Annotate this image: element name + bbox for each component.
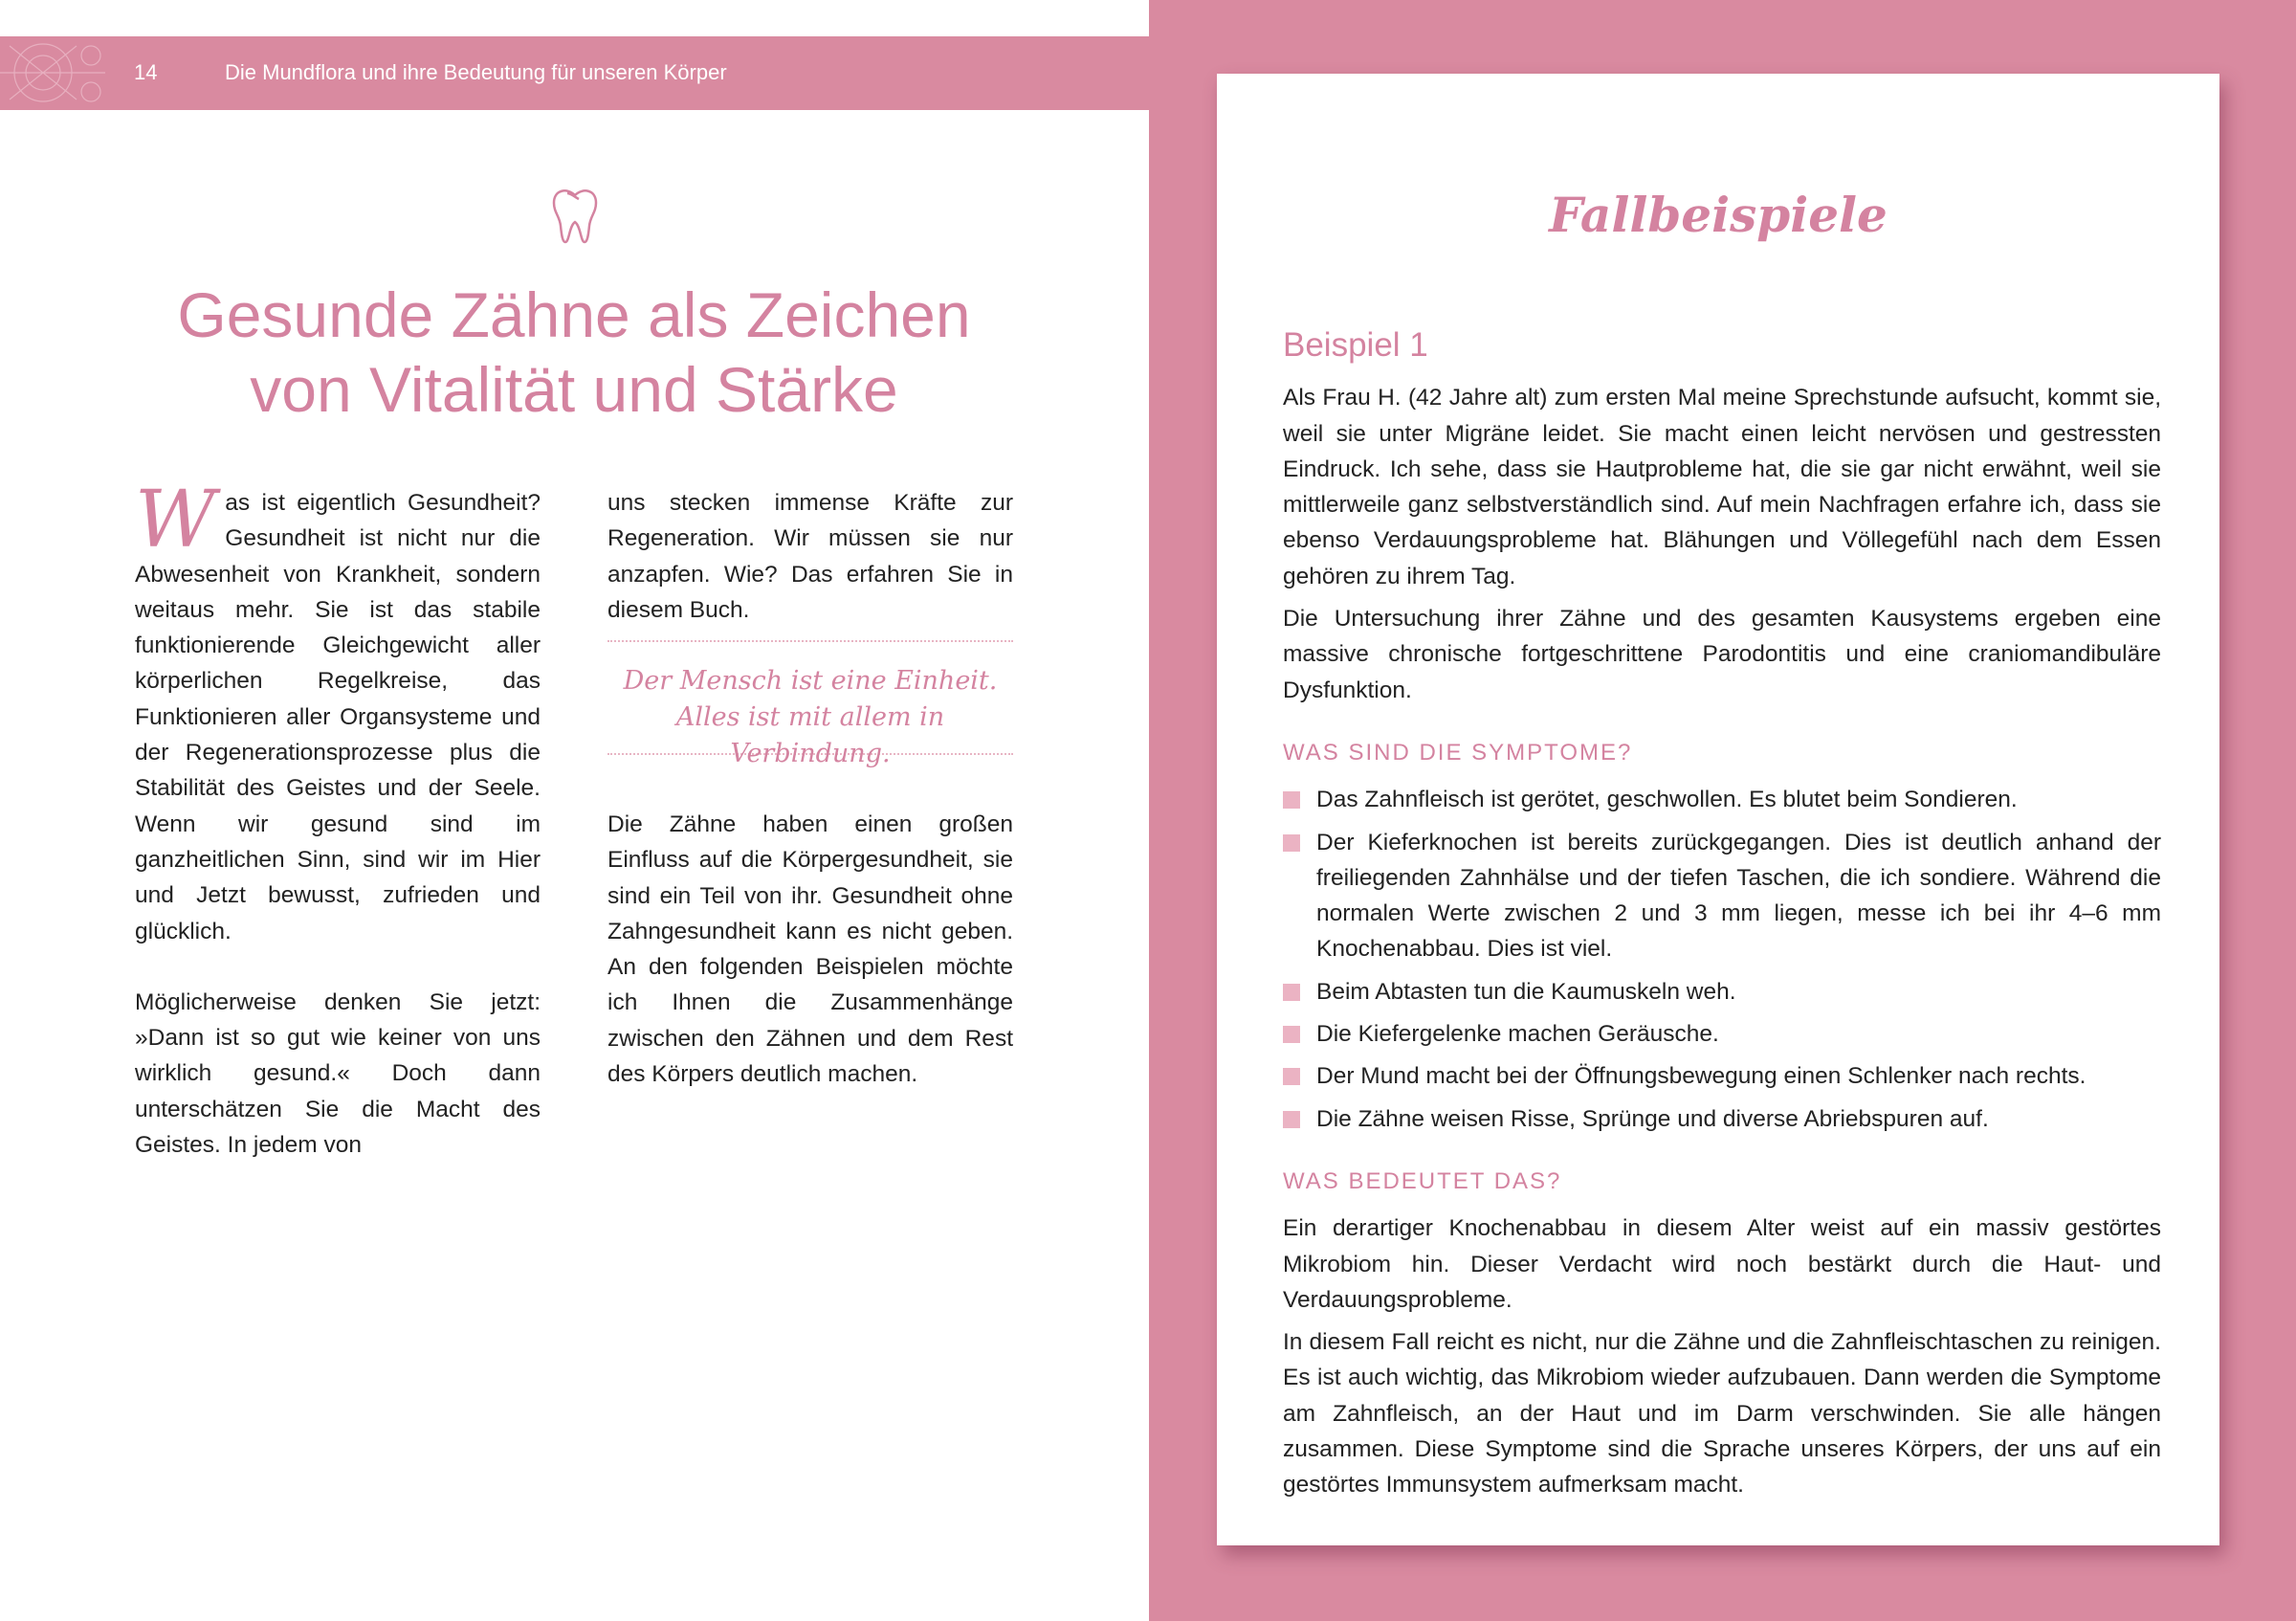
- example-heading: Beispiel 1: [1283, 326, 1428, 364]
- quote-line-1: Der Mensch ist eine Einheit.: [623, 666, 998, 696]
- paragraph: Die Untersuchung ihrer Zähne und des gesamten Kausystems ergeben eine massive chronische fortgeschrittene Parodontitis und eine craniomandibuläre Dysfunktion.: [1283, 606, 2161, 703]
- paragraph: Die Zähne haben einen großen Einfluss auf die Körpergesundheit, sie sind ein Teil von ihr. Gesundheit ohne Zahngesundheit kann es nicht geben. An den folgenden Beispielen möchte ich Ihnen die Zusammenhänge zwischen den Zähnen und dem Rest des Körpers deutlich machen.: [607, 811, 1013, 1088]
- paragraph: In diesem Fall reicht es nicht, nur die Zähne und die Zahnfleischtaschen zu reinigen. Es ist auch wichtig, das Mikrobiom wieder aufzubauen. Dann werden die Symptome am Zahnfleisch, an der Haut und im Darm verschwinden. Sie alle hängen zusammen. Diese Symptome sind die Sprache unseres Körpers, der uns auf ein gestörtes Immunsystem aufmerksam macht.: [1283, 1329, 2161, 1499]
- bullet-square-icon: [1283, 1111, 1300, 1128]
- paragraph-text: as ist eigentlich Gesundheit? Gesundheit ist nicht nur die Abwesenheit von Krankheit, sondern weitaus mehr. Sie ist das stabile funktionierende Gleichgewicht aller körperlichen Regelkreise, das Funktionieren aller Organsysteme und der Regenerationsprozesse plus die Stabilität des Geistes und der Seele. Wenn wir gesund sind im ganzheitlichen Sinn, sind wir im Hier und Jetzt bewusst, zufrieden und glücklich.: [135, 490, 541, 944]
- list-item-text: Beim Abtasten tun die Kaumuskeln weh.: [1316, 978, 1736, 1005]
- paragraph: Als Frau H. (42 Jahre alt) zum ersten Mal meine Sprechstunde aufsucht, kommt sie, weil sie unter Migräne leidet. Sie macht einen leicht nervösen und gestressten Eindruck. Ich sehe, dass sie Hautprobleme hat, die sie gar nicht erwähnt, weil sie mittlerweile ganz selbstverständlich sind. Auf mein Nachfragen erfahre ich, dass sie ebenso Verdauungsprobleme hat. Blähungen und Völlegefühl nach dem Essen gehören zu ihrem Tag.: [1283, 385, 2161, 589]
- list-item: [1283, 782, 2161, 817]
- list-item: [1283, 974, 2161, 1010]
- meaning-heading: WAS BEDEUTET DAS?: [1283, 1167, 1562, 1194]
- drop-cap: W: [135, 475, 216, 566]
- list-item-text: Das Zahnfleisch ist gerötet, geschwollen. Es blutet beim Sondieren.: [1316, 787, 2018, 813]
- pull-quote: [607, 640, 1013, 768]
- bullet-square-icon: [1283, 984, 1300, 1001]
- list-item: [1283, 1101, 2161, 1137]
- bullet-square-icon: [1283, 791, 1300, 809]
- paragraph: Möglicherweise denken Sie jetzt: »Dann ist so gut wie keiner von uns wirklich gesund.« Doch dann unterschätzen Sie die Macht des Geistes. In jedem von: [135, 988, 541, 1159]
- paragraph: Ein derartiger Knochenabbau in diesem Alter weist auf ein massiv gestörtes Mikrobiom hin. Dieser Verdacht wird noch bestärkt durch die Haut- und Verdauungsprobleme.: [1283, 1215, 2161, 1313]
- left-column-2-top: [607, 485, 1013, 663]
- symptoms-heading: WAS SIND DIE SYMPTOME?: [1283, 739, 1633, 766]
- symptom-list: [1283, 782, 2161, 1137]
- paragraph: uns stecken immense Kräfte zur Regeneration. Wir müssen sie nur anzapfen. Wie? Das erfahren Sie in diesem Buch.: [607, 490, 1013, 623]
- left-column-2-bottom: [607, 807, 1013, 1127]
- page-number: 14: [134, 60, 158, 84]
- list-item: [1283, 1058, 2161, 1094]
- list-item-text: Die Kiefergelenke machen Geräusche.: [1316, 1021, 1719, 1048]
- list-item-text: Die Zähne weisen Risse, Sprünge und diverse Abriebspuren auf.: [1316, 1105, 1989, 1132]
- bullet-square-icon: [1283, 1026, 1300, 1043]
- title-line-1: Gesunde Zähne als Zeichen: [177, 279, 971, 350]
- mandala-ornament-icon: [0, 36, 110, 110]
- title-line-2: von Vitalität und Stärke: [250, 354, 898, 425]
- list-item-text: Der Kieferknochen ist bereits zurückgegangen. Dies ist deutlich anhand der freiliegenden Zahnhälse und der tiefen Taschen, die ich sondiere. Während die normalen Werte zwischen 2 und 3 mm liegen, messe ich bei ihr 4–6 mm Knochenabbau. Dies ist viel.: [1316, 829, 2161, 963]
- list-item: [1283, 1016, 2161, 1052]
- quote-line-2: Alles ist mit allem in Verbindung.: [675, 702, 945, 768]
- chapter-title: [96, 278, 1052, 427]
- running-header: [0, 36, 1149, 110]
- left-column-1: [135, 475, 541, 1198]
- card-title: Fallbeispiele: [1549, 187, 1888, 243]
- tooth-icon: [550, 188, 600, 245]
- bullet-square-icon: [1283, 834, 1300, 852]
- running-title: Die Mundflora und ihre Bedeutung für unseren Körper: [225, 60, 727, 84]
- list-item-text: Der Mund macht bei der Öffnungsbewegung einen Schlenker nach rechts.: [1316, 1063, 2086, 1090]
- case-study-card: [1217, 74, 2219, 1545]
- list-item: [1283, 825, 2161, 967]
- bullet-square-icon: [1283, 1068, 1300, 1085]
- paragraph: [135, 475, 541, 949]
